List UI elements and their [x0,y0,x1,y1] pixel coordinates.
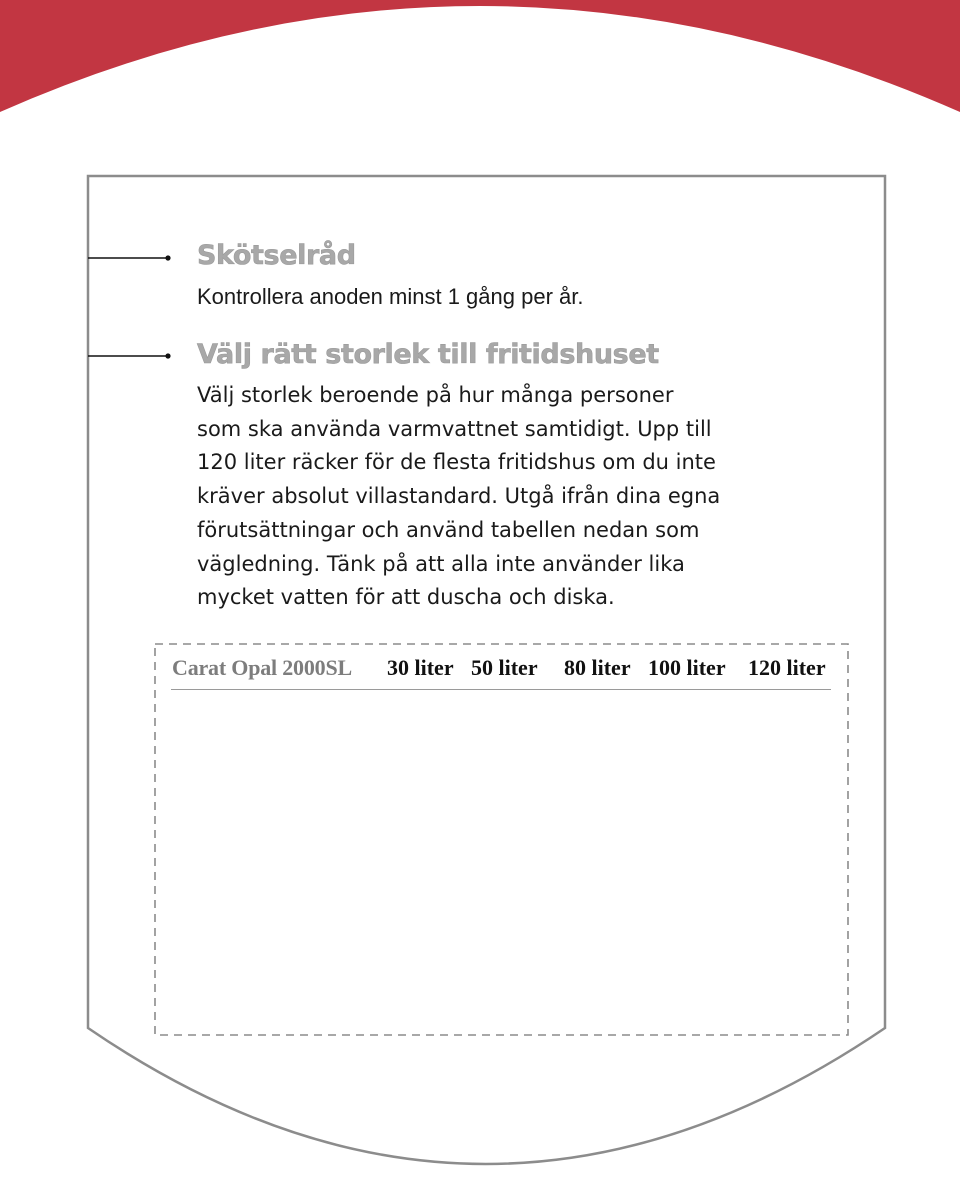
size-text [197,379,720,615]
care-text: Kontrollera anoden minst 1 gång per år. [197,284,584,309]
table-header-model: Carat Opal 2000SL [172,655,352,680]
table-header-120-liter: 120 liter [748,655,826,680]
table-header-30-liter: 30 liter [387,655,454,680]
top-red-arc [0,0,960,112]
table-dashed-box [155,644,848,1035]
pointer-line-care [88,252,172,264]
table-header-80-liter: 80 liter [564,655,631,680]
size-text-line: Välj storlek beroende på hur många personer [197,383,674,407]
table-header-row [171,655,831,690]
size-text-line: som ska använda varmvattnet samtidigt. Upp till [197,416,712,441]
table-header-100-liter: 100 liter [648,655,726,680]
size-text-line: förutsättningar och använd tabellen nedan som [197,517,700,542]
size-text-line: kräver absolut villastandard. Utgå ifrån dina egna [197,484,721,509]
pointer-line-size [88,350,172,362]
size-heading: Välj rätt storlek till fritidshuset [197,339,659,370]
size-text-line: vägledning. Tänk på att alla inte använder lika [197,551,685,576]
size-text-line: 120 liter räcker för de flesta fritidshus om du inte [197,450,716,475]
care-heading: Skötselråd [197,240,356,271]
table-header-50-liter: 50 liter [471,655,538,680]
size-text-line: mycket vatten för att duscha och diska. [197,585,615,610]
